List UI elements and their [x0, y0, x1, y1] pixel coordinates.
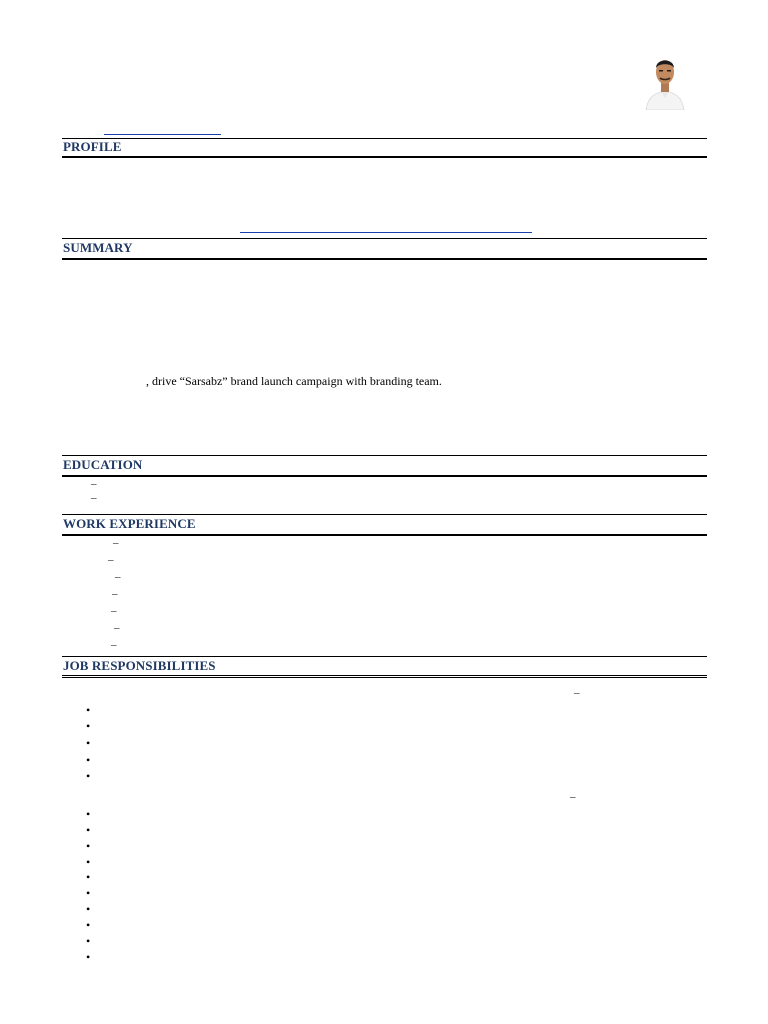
- job-dash: –: [574, 687, 580, 699]
- list-bullet: •: [86, 855, 91, 869]
- summary-rule-bottom: [62, 258, 707, 260]
- email-link[interactable]: [104, 134, 221, 135]
- job-dash: –: [570, 791, 576, 803]
- list-bullet: •: [86, 753, 91, 767]
- summary-heading: SUMMARY: [63, 240, 133, 255]
- work-dash: –: [111, 639, 117, 651]
- list-bullet: •: [86, 823, 91, 837]
- list-bullet: •: [86, 918, 91, 932]
- work-dash: –: [112, 588, 118, 600]
- education-heading: EDUCATION: [63, 457, 143, 472]
- education-rule-top: [62, 455, 707, 456]
- work-dash: –: [108, 554, 114, 566]
- work-rule-top: [62, 514, 707, 515]
- list-bullet: •: [86, 950, 91, 964]
- job-rule-top: [62, 656, 707, 657]
- list-bullet: •: [86, 719, 91, 733]
- work-experience-heading: WORK EXPERIENCE: [63, 516, 196, 531]
- education-dash: –: [91, 492, 97, 504]
- list-bullet: •: [86, 902, 91, 916]
- list-bullet: •: [86, 807, 91, 821]
- list-bullet: •: [86, 736, 91, 750]
- summary-text: , drive “Sarsabz” brand launch campaign with branding team.: [146, 374, 442, 388]
- job-rule-bottom: [62, 675, 707, 678]
- work-dash: –: [115, 571, 121, 583]
- list-bullet: •: [86, 934, 91, 948]
- profile-rule-top: [62, 138, 707, 139]
- summary-rule-top: [62, 238, 707, 239]
- list-bullet: •: [86, 769, 91, 783]
- list-bullet: •: [86, 703, 91, 717]
- profile-heading: PROFILE: [63, 139, 122, 154]
- list-bullet: •: [86, 839, 91, 853]
- profile-link[interactable]: [240, 232, 532, 233]
- education-rule-bottom: [62, 475, 707, 477]
- profile-rule-bottom: [62, 156, 707, 158]
- list-bullet: •: [86, 870, 91, 884]
- profile-photo: [642, 50, 688, 110]
- education-dash: –: [91, 478, 97, 490]
- work-rule-bottom: [62, 534, 707, 536]
- list-bullet: •: [86, 886, 91, 900]
- job-responsibilities-heading: JOB RESPONSIBILITIES: [63, 658, 216, 673]
- work-dash: –: [111, 605, 117, 617]
- work-dash: –: [114, 622, 120, 634]
- work-dash: –: [113, 537, 119, 549]
